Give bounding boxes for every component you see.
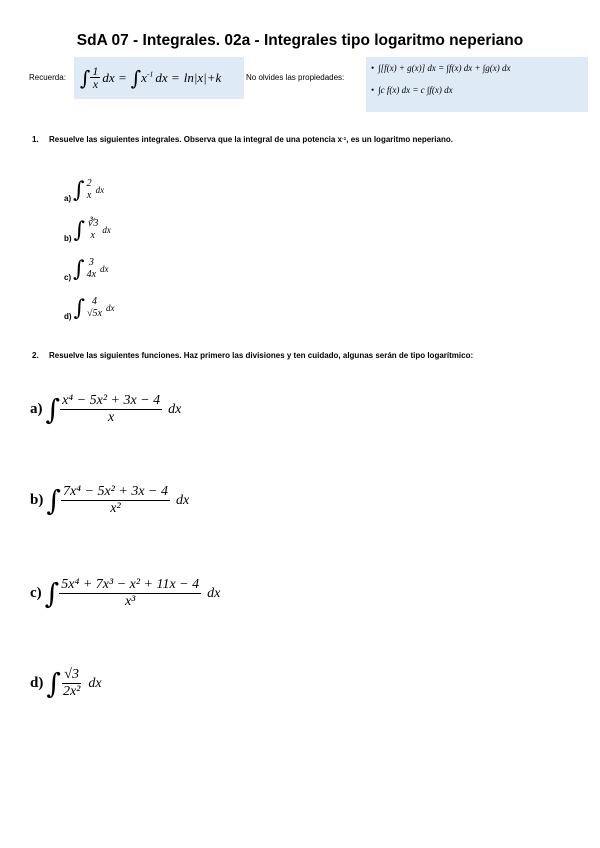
properties-label: No olvides las propiedades:: [246, 73, 345, 82]
exercise-1-item: b) ∫ ∛3 x dx: [64, 217, 111, 243]
reminder-label: Recuerda:: [29, 73, 66, 82]
exercise-2-item-d: d) ∫ $\frac{√3}{\text{2x²}}$ dx: [30, 666, 102, 700]
exercise-1-list: [64, 170, 114, 328]
exercise-2-item-a: a) ∫ $\frac{\text{x⁴ − 5x² + 3x − 4}}{x}$ dx: [30, 392, 182, 426]
property-sum: • ∫[f(x) + g(x)] dx = ∫f(x) dx + ∫g(x) dx: [371, 63, 511, 73]
page-title: SdA 07 - Integrales. 02a - Integrales tipo logaritmo neperiano: [76, 32, 524, 49]
property-constant: • ∫c f(x) dx = c ∫f(x) dx: [371, 85, 453, 95]
exercise-2-item-b: b) ∫ $\frac{\text{7x⁴ − 5x² + 3x − 4}}{\text{x²}}$ dx: [30, 483, 190, 517]
exercise-1-item: a) ∫ 2 x dx: [64, 177, 105, 203]
reminder-formula: ∫ $\frac{1}{x}$ dx = ∫ $x^{-1}$ dx = ln|x|+k: [74, 57, 244, 99]
exercise-1-statement: 1. Resuelve las siguientes integrales. Observa que la integral de una potencia x -1 , es un logaritmo neperiano.: [32, 135, 453, 144]
properties-box: [366, 57, 588, 112]
exercise-2-item-c: c) ∫ $\frac{\text{5x⁴ + 7x³ − x² + 11x − 4}}{\text{x³}}$ dx: [30, 576, 221, 610]
exercise-1-item: c) ∫ 3 4x dx: [64, 256, 109, 282]
exercise-2-statement: 2. Resuelve las siguientes funciones. Haz primero las divisiones y ten cuidado, algunas serán de tipo logarítmico:: [32, 351, 474, 360]
exercise-1-item: d) ∫ 4 √5x dx: [64, 295, 115, 321]
